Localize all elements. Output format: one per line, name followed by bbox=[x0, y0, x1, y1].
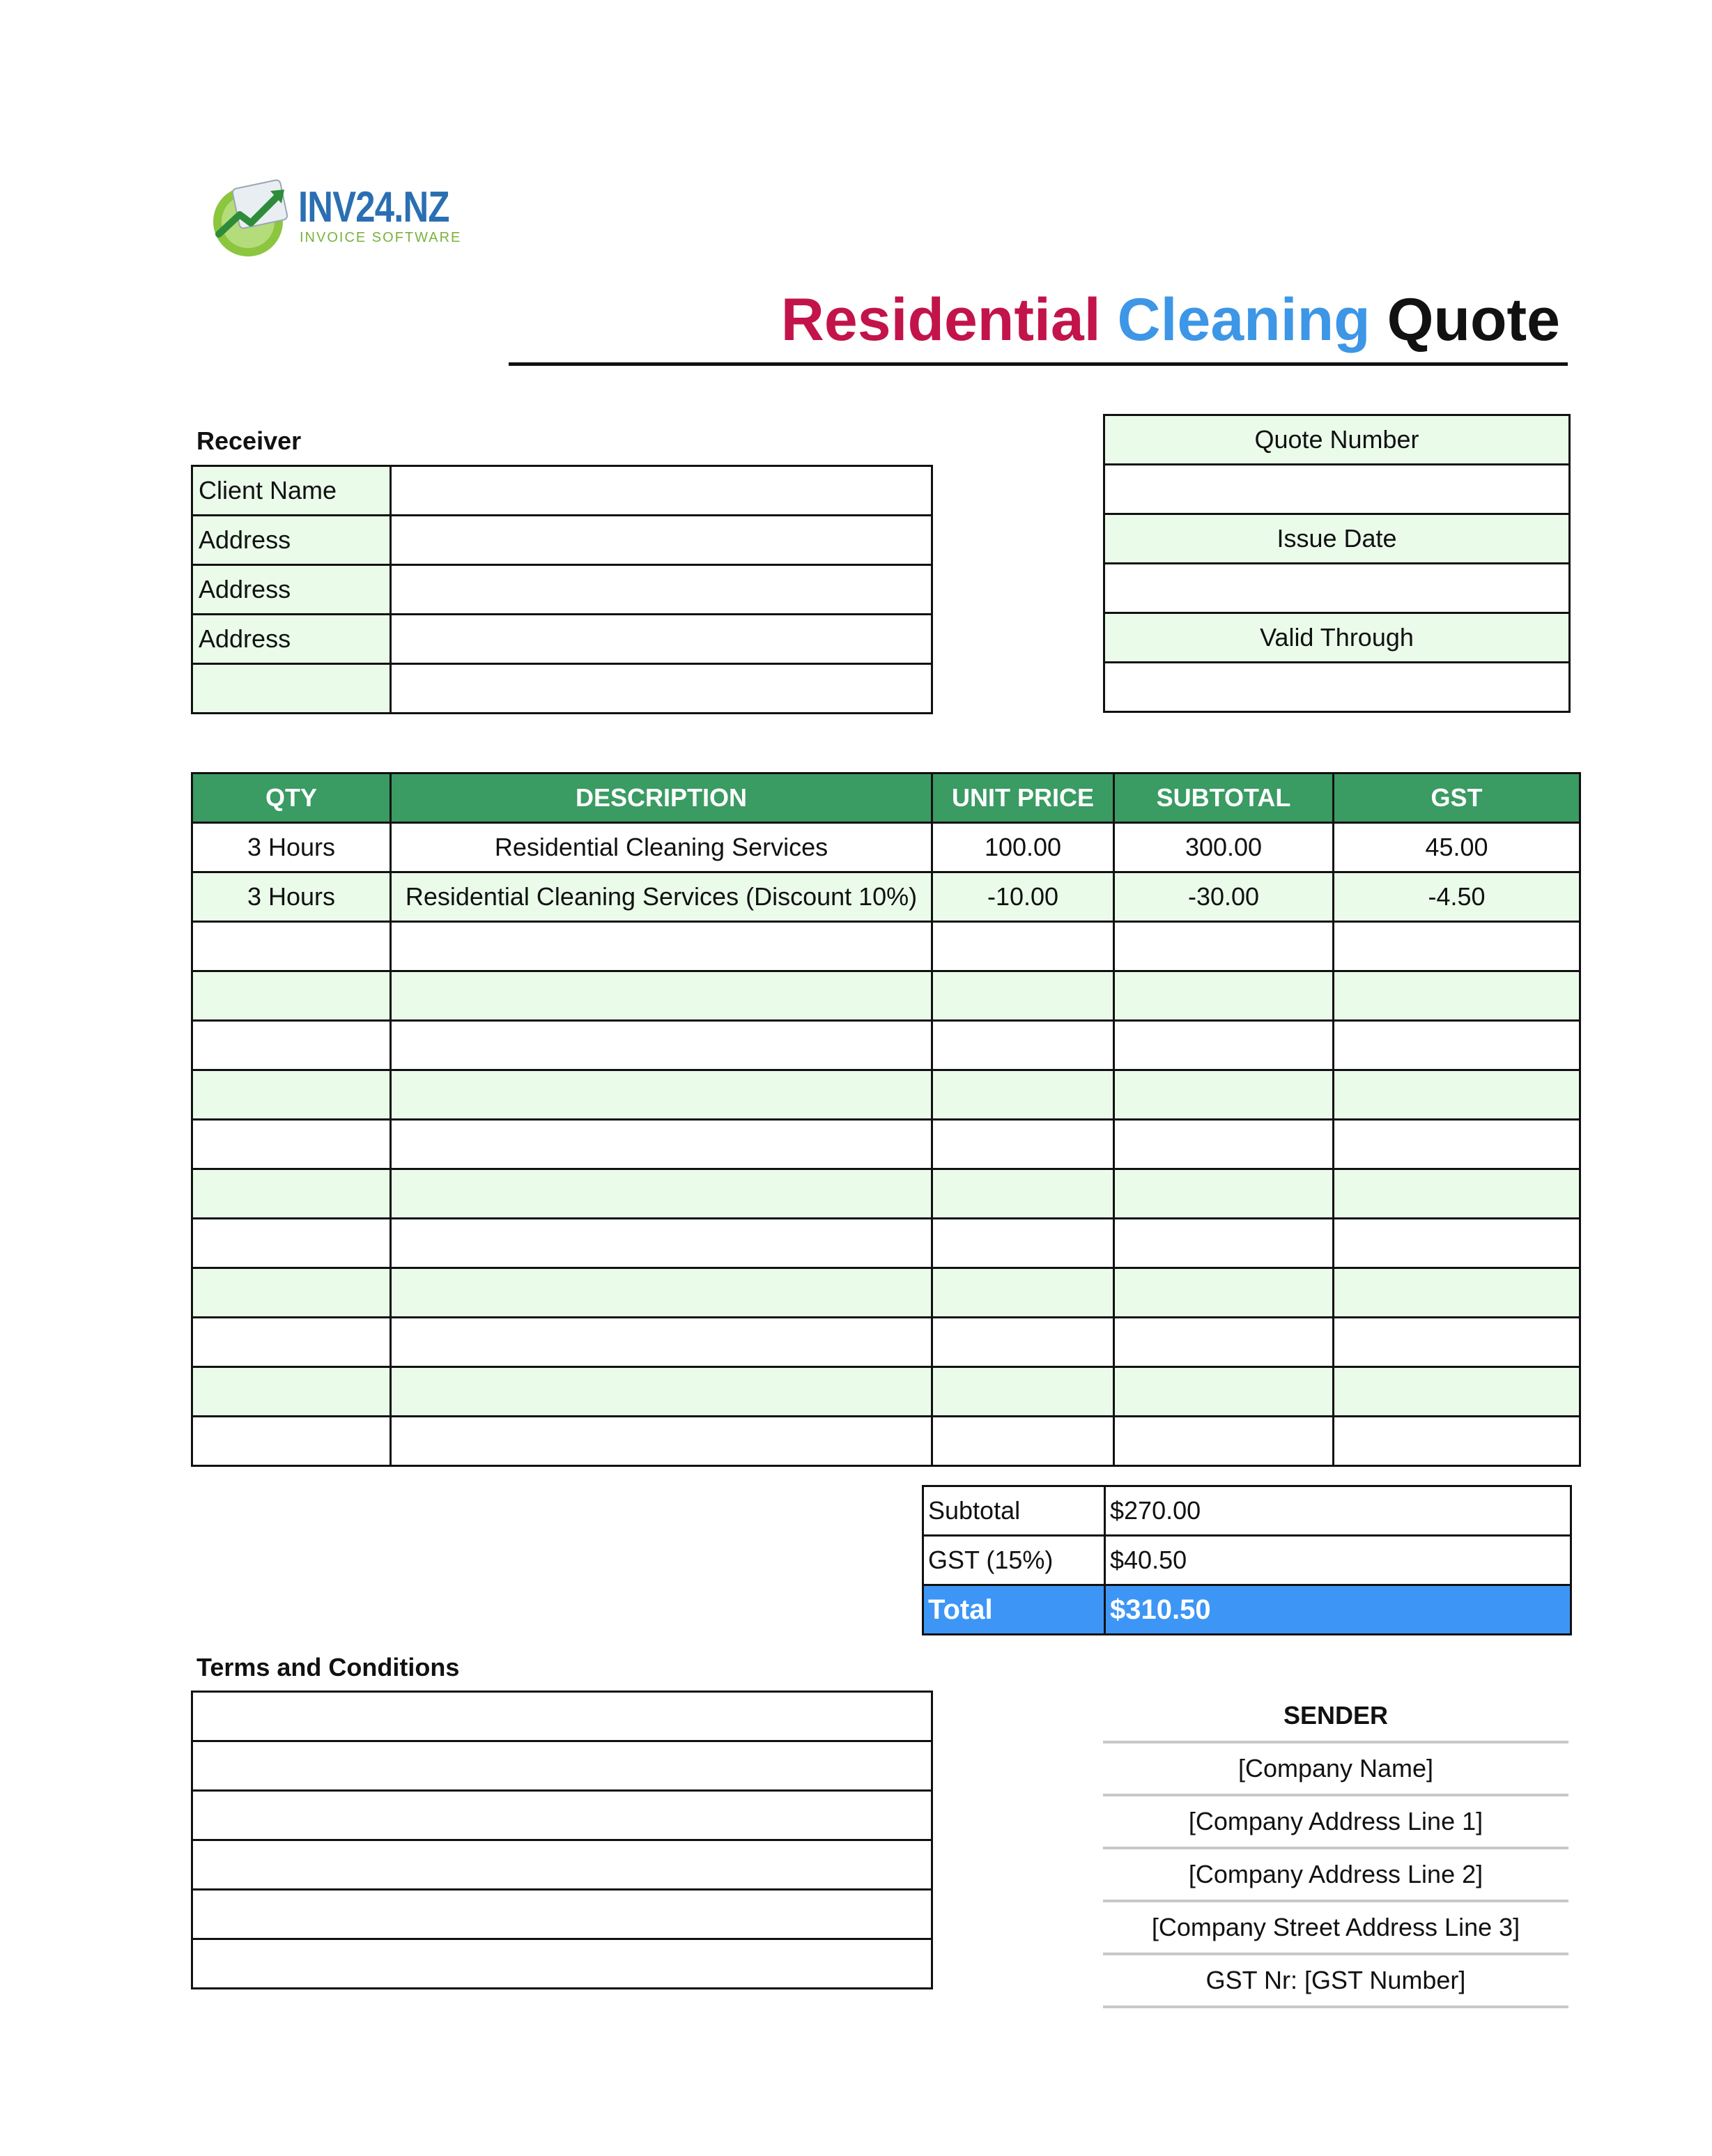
cell-description[interactable] bbox=[391, 971, 932, 1021]
cell-description[interactable] bbox=[391, 1070, 932, 1120]
title-word-2: Cleaning bbox=[1117, 286, 1371, 353]
cell-description[interactable] bbox=[391, 1417, 932, 1466]
cell-qty[interactable] bbox=[192, 1367, 391, 1417]
terms-line-2[interactable] bbox=[192, 1741, 932, 1791]
cell-unit-price[interactable] bbox=[932, 1120, 1114, 1169]
quote-number-field[interactable] bbox=[1104, 465, 1570, 514]
total-row bbox=[923, 1585, 1571, 1635]
cell-qty[interactable]: 3 Hours bbox=[192, 872, 391, 922]
cell-subtotal[interactable] bbox=[1114, 1318, 1334, 1367]
receiver-row bbox=[192, 615, 932, 664]
cell-unit-price[interactable] bbox=[932, 1367, 1114, 1417]
cell-subtotal[interactable] bbox=[1114, 922, 1334, 971]
table-row bbox=[192, 872, 1580, 922]
col-header-subtotal: SUBTOTAL bbox=[1114, 773, 1334, 823]
cell-subtotal[interactable] bbox=[1114, 1169, 1334, 1219]
quote-info-table bbox=[1103, 414, 1571, 713]
gst-row bbox=[923, 1536, 1571, 1585]
cell-description[interactable] bbox=[391, 1219, 932, 1268]
receiver-row bbox=[192, 565, 932, 615]
company-address-3[interactable]: [Company Street Address Line 3] bbox=[1103, 1902, 1568, 1955]
cell-unit-price[interactable] bbox=[932, 922, 1114, 971]
cell-qty[interactable] bbox=[192, 1169, 391, 1219]
address-field-3[interactable] bbox=[391, 615, 932, 664]
cell-qty[interactable] bbox=[192, 1219, 391, 1268]
logo-brand: INV24.NZ bbox=[298, 183, 449, 231]
col-header-qty: QTY bbox=[192, 773, 391, 823]
cell-gst[interactable] bbox=[1334, 1318, 1580, 1367]
table-row bbox=[192, 1268, 1580, 1318]
company-name[interactable]: [Company Name] bbox=[1103, 1743, 1568, 1796]
address-field-1[interactable] bbox=[391, 516, 932, 565]
cell-subtotal[interactable] bbox=[1114, 1021, 1334, 1070]
table-header-row bbox=[192, 773, 1580, 823]
quote-number-label: Quote Number bbox=[1104, 415, 1570, 465]
table-row bbox=[192, 971, 1580, 1021]
table-row bbox=[192, 1219, 1580, 1268]
cell-unit-price[interactable] bbox=[932, 1070, 1114, 1120]
cell-gst[interactable] bbox=[1334, 1417, 1580, 1466]
col-header-gst: GST bbox=[1334, 773, 1580, 823]
cell-gst[interactable] bbox=[1334, 1219, 1580, 1268]
cell-subtotal[interactable] bbox=[1114, 1417, 1334, 1466]
cell-gst[interactable] bbox=[1334, 1021, 1580, 1070]
col-header-description: DESCRIPTION bbox=[391, 773, 932, 823]
subtotal-label: Subtotal bbox=[923, 1486, 1105, 1536]
terms-line-1[interactable] bbox=[192, 1692, 932, 1741]
gst-value: $40.50 bbox=[1105, 1536, 1571, 1585]
cell-subtotal[interactable]: 300.00 bbox=[1114, 823, 1334, 872]
cell-subtotal[interactable] bbox=[1114, 1070, 1334, 1120]
sender-label: SENDER bbox=[1103, 1691, 1568, 1743]
cell-gst[interactable] bbox=[1334, 922, 1580, 971]
receiver-field-label: Address bbox=[192, 516, 391, 565]
cell-description[interactable]: Residential Cleaning Services bbox=[391, 823, 932, 872]
cell-description[interactable] bbox=[391, 922, 932, 971]
page-title bbox=[781, 286, 1560, 355]
subtotal-value: $270.00 bbox=[1105, 1486, 1571, 1536]
cell-gst[interactable] bbox=[1334, 1268, 1580, 1318]
cell-gst[interactable] bbox=[1334, 1120, 1580, 1169]
receiver-field-label: Address bbox=[192, 565, 391, 615]
cell-qty[interactable] bbox=[192, 1268, 391, 1318]
terms-line-5[interactable] bbox=[192, 1890, 932, 1939]
total-value: $310.50 bbox=[1105, 1585, 1571, 1635]
cell-unit-price[interactable] bbox=[932, 971, 1114, 1021]
terms-line-6[interactable] bbox=[192, 1939, 932, 1989]
address-field-2[interactable] bbox=[391, 565, 932, 615]
cell-qty[interactable] bbox=[192, 1318, 391, 1367]
table-row bbox=[192, 1120, 1580, 1169]
receiver-extra-field[interactable] bbox=[391, 664, 932, 714]
cell-description[interactable] bbox=[391, 1021, 932, 1070]
table-row bbox=[192, 1367, 1580, 1417]
subtotal-row bbox=[923, 1486, 1571, 1536]
title-word-3: Quote bbox=[1387, 286, 1560, 353]
company-address-1[interactable]: [Company Address Line 1] bbox=[1103, 1796, 1568, 1849]
totals-table bbox=[922, 1485, 1572, 1635]
title-word-1: Residential bbox=[780, 286, 1101, 353]
table-row bbox=[192, 1417, 1580, 1466]
cell-gst[interactable] bbox=[1334, 1169, 1580, 1219]
receiver-field-label: Address bbox=[192, 615, 391, 664]
client-name-field[interactable] bbox=[391, 466, 932, 516]
line-items-table bbox=[191, 772, 1581, 1467]
cell-subtotal[interactable] bbox=[1114, 971, 1334, 1021]
table-row bbox=[192, 823, 1580, 872]
cell-qty[interactable] bbox=[192, 1417, 391, 1466]
cell-qty[interactable] bbox=[192, 971, 391, 1021]
cell-unit-price[interactable] bbox=[932, 1318, 1114, 1367]
cell-unit-price[interactable] bbox=[932, 1268, 1114, 1318]
table-row bbox=[192, 1070, 1580, 1120]
receiver-row bbox=[192, 466, 932, 516]
cell-description[interactable] bbox=[391, 1268, 932, 1318]
cell-subtotal[interactable] bbox=[1114, 1120, 1334, 1169]
cell-description[interactable] bbox=[391, 1169, 932, 1219]
cell-gst[interactable] bbox=[1334, 971, 1580, 1021]
cell-unit-price[interactable] bbox=[932, 1219, 1114, 1268]
receiver-table bbox=[191, 465, 933, 714]
logo-tagline: INVOICE SOFTWARE bbox=[300, 230, 462, 245]
terms-label: Terms and Conditions bbox=[196, 1653, 460, 1681]
cell-gst[interactable]: -4.50 bbox=[1334, 872, 1580, 922]
valid-through-label: Valid Through bbox=[1104, 613, 1570, 663]
cell-unit-price[interactable] bbox=[932, 1169, 1114, 1219]
cell-gst[interactable] bbox=[1334, 1367, 1580, 1417]
cell-gst[interactable] bbox=[1334, 1070, 1580, 1120]
cell-unit-price[interactable]: -10.00 bbox=[932, 872, 1114, 922]
logo-icon bbox=[206, 174, 297, 258]
valid-through-field[interactable] bbox=[1104, 663, 1570, 712]
title-divider bbox=[509, 362, 1568, 366]
table-row bbox=[192, 1318, 1580, 1367]
table-row bbox=[192, 922, 1580, 971]
cell-description[interactable] bbox=[391, 1318, 932, 1367]
gst-label: GST (15%) bbox=[923, 1536, 1105, 1585]
cell-qty[interactable] bbox=[192, 1070, 391, 1120]
receiver-label: Receiver bbox=[196, 426, 302, 455]
total-label: Total bbox=[923, 1585, 1105, 1635]
company-address-2[interactable]: [Company Address Line 2] bbox=[1103, 1849, 1568, 1902]
cell-qty[interactable] bbox=[192, 1021, 391, 1070]
terms-line-3[interactable] bbox=[192, 1791, 932, 1840]
cell-subtotal[interactable] bbox=[1114, 1268, 1334, 1318]
terms-table bbox=[191, 1691, 933, 1989]
cell-qty[interactable]: 3 Hours bbox=[192, 823, 391, 872]
cell-unit-price[interactable] bbox=[932, 1417, 1114, 1466]
terms-line-4[interactable] bbox=[192, 1840, 932, 1890]
table-row bbox=[192, 1021, 1580, 1070]
issue-date-label: Issue Date bbox=[1104, 514, 1570, 564]
receiver-field-label: Client Name bbox=[192, 466, 391, 516]
cell-qty[interactable] bbox=[192, 922, 391, 971]
sender-block bbox=[1103, 1691, 1568, 2008]
cell-subtotal[interactable] bbox=[1114, 1219, 1334, 1268]
cell-description[interactable] bbox=[391, 1120, 932, 1169]
col-header-unit-price: UNIT PRICE bbox=[932, 773, 1114, 823]
cell-subtotal[interactable] bbox=[1114, 1367, 1334, 1417]
table-row bbox=[192, 1169, 1580, 1219]
gst-number[interactable]: GST Nr: [GST Number] bbox=[1103, 1955, 1568, 2008]
cell-description[interactable]: Residential Cleaning Services (Discount 10%) bbox=[391, 872, 932, 922]
cell-unit-price[interactable] bbox=[932, 1021, 1114, 1070]
cell-gst[interactable]: 45.00 bbox=[1334, 823, 1580, 872]
issue-date-field[interactable] bbox=[1104, 564, 1570, 613]
cell-unit-price[interactable]: 100.00 bbox=[932, 823, 1114, 872]
receiver-row bbox=[192, 516, 932, 565]
receiver-row bbox=[192, 664, 932, 714]
cell-qty[interactable] bbox=[192, 1120, 391, 1169]
receiver-field-label bbox=[192, 664, 391, 714]
cell-description[interactable] bbox=[391, 1367, 932, 1417]
cell-subtotal[interactable]: -30.00 bbox=[1114, 872, 1334, 922]
